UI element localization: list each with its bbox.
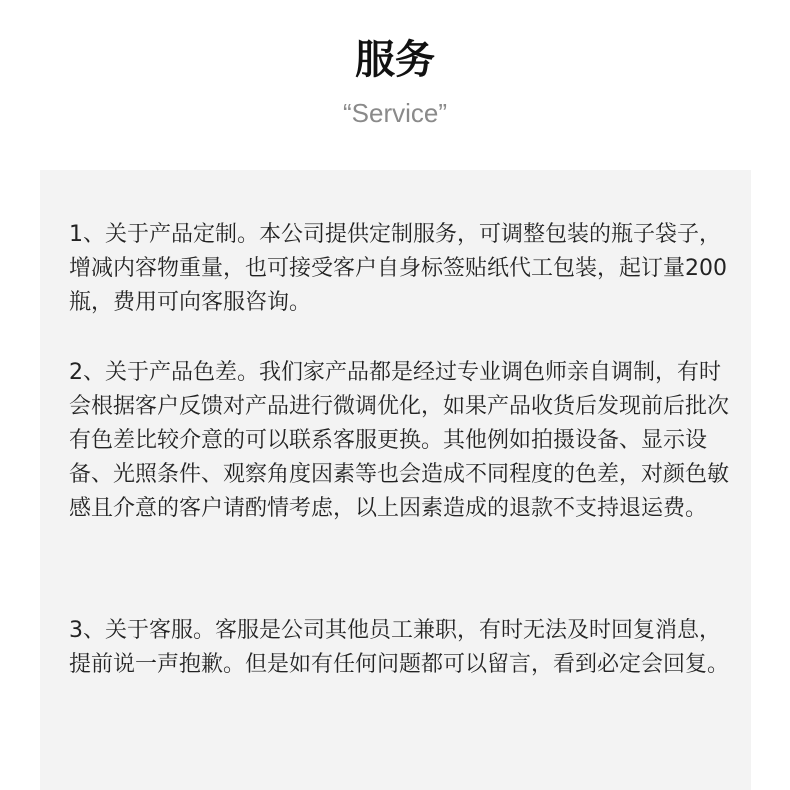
service-paragraph-customer-service: 3、关于客服。客服是公司其他员工兼职，有时无法及时回复消息，提前说一声抱歉。但是如有任何问题都可以留言，看到必定会回复。 [69, 618, 730, 677]
service-paragraph-color-difference: 2、关于产品色差。我们家产品都是经过专业调色师亲自调制，有时会根据客户反馈对产品进行微调优化，如果产品收货后发现前后批次有色差比较介意的可以联系客服更换。其他例如拍摄设备、显示设备、光照条件、观察角度因素等也会造成不同程度的色差，对颜色敏感且介意的客户请酌情考虑，以上因素造成的退款不支持退运费。 [69, 360, 730, 521]
page-title: 服务 [355, 37, 435, 83]
service-info-panel [40, 170, 751, 790]
service-paragraph-customization: 1、关于产品定制。本公司提供定制服务，可调整包装的瓶子袋子，增减内容物重量，也可接受客户自身标签贴纸代工包装，起订量200瓶，费用可向客服咨询。 [69, 222, 727, 315]
page-subtitle: “Service” [342, 98, 447, 128]
